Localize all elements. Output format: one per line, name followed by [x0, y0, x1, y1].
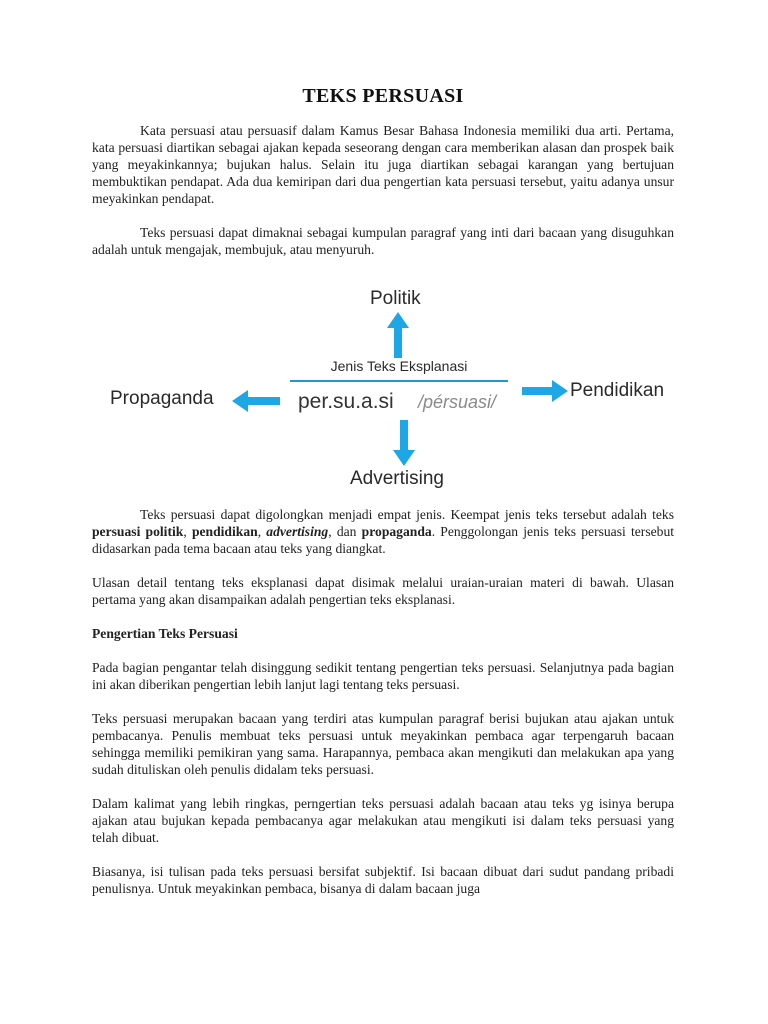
persuasion-types-diagram [100, 278, 690, 498]
label-pendidikan: Pendidikan [570, 380, 665, 401]
center-title: Jenis Teks Eksplanasi [330, 358, 468, 374]
center-word: per.su.a.si [298, 390, 394, 413]
section-heading: Pengertian Teks Persuasi [92, 626, 238, 641]
type-pendidikan: pendidikan [191, 524, 258, 539]
center-definition-box [290, 358, 508, 418]
arrow-left-icon [232, 390, 280, 412]
paragraph-summary: Dalam kalimat yang lebih ringkas, perngertian teks persuasi adalah bacaan atau teks yg isinya berupa ajakan atau bujukan kepada pembacanya agar melakukan atau mengikuti isi dalam teks persuasi yang telah dibuat. [92, 796, 674, 845]
paragraph-intro-definition: Pada bagian pengantar telah disinggung sedikit tentang pengertian teks persuasi. Selanjutnya pada bagian ini akan diberikan pengertian lebih lanjut lagi tentang teks persuasi. [92, 660, 674, 692]
label-propaganda: Propaganda [110, 388, 214, 409]
arrow-up-icon [387, 312, 409, 358]
separator: , [183, 524, 192, 539]
type-politik: persuasi politik [92, 524, 184, 539]
center-phonetic: /pérsuasi/ [418, 392, 497, 412]
document-title: TEKS PERSUASI [302, 85, 464, 107]
arrow-down-icon [393, 420, 415, 466]
separator: , dan [328, 524, 362, 539]
paragraph-review: Ulasan detail tentang teks eksplanasi dapat disimak melalui uraian-uraian materi di bawah. Ulasan pertama yang akan disampaikan adalah pengertian teks eksplanasi. [92, 575, 674, 607]
separator: , [257, 524, 267, 539]
paragraph-intro-1: Kata persuasi atau persuasif dalam Kamus Besar Bahasa Indonesia memiliki dua arti. Pertama, kata persuasi diartikan sebagai ajakan kepada seseorang dengan cara memberikan alasan dan prospek baik yang meyakinkannya; bujukan halus. Selain itu juga diartikan sebagai karangan yang bertujuan membuktikan pendapat. Ada dua kemiripan dari dua pengertian kata persuasi tersebut, yaitu adanya unsur meyakinkan pendapat. [92, 123, 674, 206]
paragraph-intro-2: Teks persuasi dapat dimaknai sebagai kumpulan paragraf yang inti dari bacaan yang disuguhkan adalah untuk mengajak, membujuk, atau menyuruh. [92, 225, 674, 257]
paragraph-types-text-2: . Penggolongan jenis teks persuasi tersebut didasarkan pada tema bacaan atau teks yang diangkat. [92, 524, 675, 556]
document-page [92, 85, 675, 914]
label-politik: Politik [370, 288, 421, 309]
paragraph-subjective: Biasanya, isi tulisan pada teks persuasi bersifat subjektif. Isi bacaan dibuat dari sudut pandang pribadi penulisnya. Untuk meyakinkan pembaca, bisanya di dalam bacaan juga [92, 864, 674, 896]
arrow-right-icon [522, 380, 568, 402]
paragraph-types-text-1: Teks persuasi dapat digolongkan menjadi empat jenis. Keempat jenis teks tersebut adalah teks [140, 507, 674, 522]
type-advertising: advertising [266, 524, 329, 539]
center-divider [290, 380, 508, 382]
type-propaganda: propaganda [361, 524, 432, 539]
paragraph-types [92, 506, 674, 557]
label-advertising: Advertising [350, 468, 444, 489]
paragraph-definition: Teks persuasi merupakan bacaan yang terdiri atas kumpulan paragraf berisi bujukan atau ajakan untuk pembacanya. Penulis membuat teks persuasi untuk meyakinkan pembaca agar terpengaruh bacaan sehingga memiliki pemikiran yang sama. Harapannya, pembaca akan mengikuti dan melakukan apa yang sudah dituliskan oleh penulis didalam teks persuasi. [92, 711, 674, 777]
